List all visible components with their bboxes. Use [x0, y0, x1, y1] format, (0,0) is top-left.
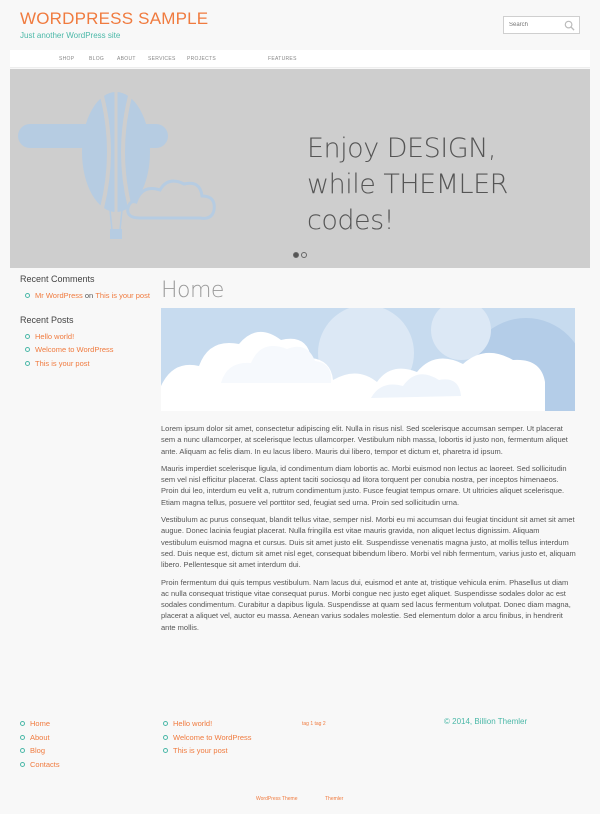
nav-item-about[interactable]: ABOUT	[117, 56, 136, 62]
nav-item-shop[interactable]: SHOP	[59, 56, 75, 62]
footer-column-title	[302, 700, 326, 711]
bullet-icon	[25, 334, 30, 339]
footer-link-blog[interactable]: Blog	[30, 746, 46, 755]
content-paragraph: Lorem ipsum dolor sit amet, consectetur adipiscing elit. Nulla in risus nisl. Sed scelerisque accumsan semper. Ut placerat sem a nunc ullamcorper, at scelerisque lectus ullamcorper. Vestibulum nibh massa, lobortis id justo non, fermentum aliquet ante. Aliquam ac felis diam. In eu lacus libero. Mauris dui libero, tempor et dictum et, pharetra id ipsum.	[161, 424, 568, 456]
bullet-icon	[20, 721, 25, 726]
slide-headline-line1: Enjoy DESIGN,	[307, 133, 496, 164]
credit-theme-link[interactable]: WordPress Theme	[256, 796, 298, 802]
slider-dot-2[interactable]	[301, 252, 307, 258]
bullet-icon	[25, 293, 30, 298]
comment-post-link[interactable]: This is your post	[95, 291, 150, 300]
main-content	[161, 278, 576, 633]
footer-link-home[interactable]: Home	[30, 719, 51, 728]
nav-item-projects[interactable]: PROJECTS	[187, 56, 217, 62]
bullet-icon	[20, 748, 25, 753]
slider-pagination	[293, 252, 307, 258]
footer-column-posts	[163, 700, 252, 758]
footer-posts-list	[163, 717, 252, 758]
content-paragraph: Proin fermentum dui quis tempus vestibulum. Nam lacus dui, euismod et ante at, tristique vehicula enim. Phasellus ut diam ac nulla consequat tristique vitae consequat purus. Morbi congue nec justo eget aliquet. Suspendisse sodales dolor ac est sodales condimentum. Curabitur a dapibus ligula. Suspendisse at quam sed lacus fermentum volutpat. Donec diam magna, placerat a aliquet vel, auctor eu massa. Aenean varius sodales molestie. Sed elementum dolor a arcu finibus, in hendrerit ante mollis.	[161, 577, 571, 632]
footer-column-tags	[302, 700, 326, 727]
list-item	[20, 289, 155, 303]
credit-themler-link[interactable]: Themler	[325, 796, 344, 802]
main-nav	[10, 50, 590, 68]
slide-headline	[307, 131, 590, 239]
page-title: Home	[161, 278, 224, 303]
clouds-hero-image	[161, 308, 575, 411]
nav-item-features[interactable]: FEATURES	[268, 56, 297, 62]
list-item	[20, 717, 60, 731]
bullet-icon	[25, 347, 30, 352]
footer-post-link[interactable]: Welcome to WordPress	[173, 732, 252, 742]
footer-pages-list	[20, 717, 60, 771]
bullet-icon	[163, 748, 168, 753]
footer-post-link[interactable]: Hello world!	[173, 719, 213, 728]
footer-column-pages	[20, 700, 60, 771]
recent-comments-title: Recent Comments	[20, 274, 95, 284]
bullet-icon	[25, 361, 30, 366]
list-item	[20, 330, 155, 344]
content-paragraph: Vestibulum ac purus consequat, blandit tellus vitae, semper nisl. Morbi eu mi accumsan dui feugiat tincidunt sit amet sit amet augue. Donec lacinia feugiat placerat. Nulla fringilla est vitae mauris gravida, non aliquet lectus dignissim. Aliquam vestibulum euismod magna et cursus. Duis sit amet justo elit. Suspendisse venenatis magna justo, at mollis tellus interdum sed. Duis neque est, dictum sit amet nisl eget, consequat bibendum libero. Morbi vel nibh fermentum, varius justo et, aliquam libero. Pellentesque sit amet interdum dui.	[161, 515, 576, 570]
list-item	[163, 744, 252, 758]
recent-post-link[interactable]: Welcome to WordPress	[35, 345, 114, 354]
list-item	[20, 758, 60, 772]
search-box	[503, 16, 580, 34]
recent-posts-title: Recent Posts	[20, 314, 74, 325]
list-item	[20, 731, 60, 745]
hot-air-balloon-illustration	[18, 82, 228, 257]
site-title[interactable]: WORDPRESS SAMPLE	[20, 9, 209, 28]
bullet-icon	[163, 721, 168, 726]
recent-comments-list	[20, 289, 155, 303]
list-item	[163, 731, 252, 745]
comment-on-label: on	[84, 291, 94, 300]
nav-item-services[interactable]: SERVICES	[148, 56, 176, 62]
list-item	[163, 717, 252, 731]
content-paragraph: Mauris imperdiet scelerisque ligula, id condimentum diam lobortis ac. Morbi euismod non lectus ac laoreet. Sed sollicitudin sem vel nisl efficitur placerat. Class aptent taciti sociosqu ad litora torquent per conubia nostra, per inceptos himenaeos. Proin dui leo, interdum eu velit a, rutrum condimentum justo. Fusce feugiat tempus ornare. Ut ultricies aliquet scelerisque. Etiam magna tellus, posuere vel porttitor sed, feugiat sed urna. Proin sed sollicitudin urna.	[161, 463, 567, 507]
recent-post-link[interactable]: This is your post	[35, 358, 90, 368]
list-item	[20, 343, 155, 357]
recent-posts-list	[20, 330, 155, 371]
list-item	[20, 744, 60, 758]
slider-dot-1[interactable]	[293, 252, 299, 258]
search-input[interactable]	[504, 18, 562, 32]
site-tagline: Just another WordPress site	[20, 31, 121, 40]
footer-post-link[interactable]: This is your post	[173, 746, 228, 755]
bullet-icon	[20, 735, 25, 740]
footer-link-contacts[interactable]: Contacts	[30, 759, 60, 769]
slide-headline-line2: while THEMLER codes!	[307, 169, 508, 236]
recent-post-link[interactable]: Hello world!	[35, 331, 75, 341]
list-item	[20, 357, 155, 371]
copyright-text: © 2014, Billion Themler	[444, 717, 528, 726]
bullet-icon	[20, 762, 25, 767]
hero-slider	[10, 69, 590, 268]
footer-column-title	[20, 700, 60, 711]
comment-author-link[interactable]: Mr WordPress	[35, 291, 83, 300]
sidebar	[20, 274, 155, 382]
nav-item-blog[interactable]: BLOG	[89, 56, 105, 62]
search-icon[interactable]	[564, 20, 575, 31]
tag-cloud[interactable]: tag 1 tag 2	[302, 721, 326, 727]
footer-link-about[interactable]: About	[30, 732, 50, 742]
bullet-icon	[163, 735, 168, 740]
footer-column-title	[163, 700, 252, 711]
